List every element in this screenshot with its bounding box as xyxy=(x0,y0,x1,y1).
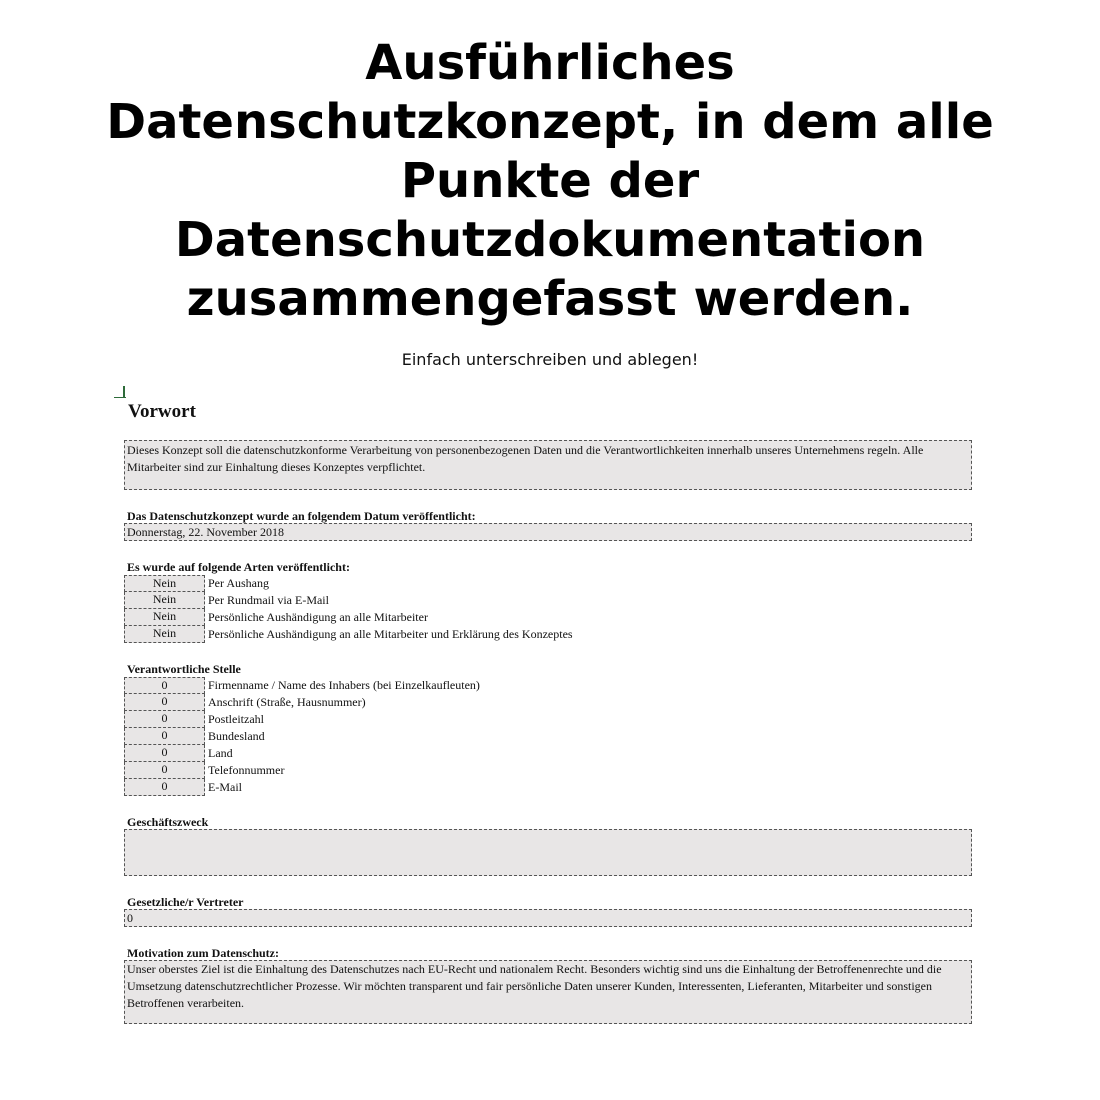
publication-method-label: Persönliche Aushändigung an alle Mitarbeiter und Erklärung des Konzeptes xyxy=(208,627,573,641)
responsible-label: Verantwortliche Stelle xyxy=(127,662,241,676)
publication-method-row xyxy=(124,575,824,592)
publication-methods-label: Es wurde auf folgende Arten veröffentlicht: xyxy=(127,560,350,574)
responsible-value[interactable]: 0 xyxy=(124,779,205,796)
motivation-label: Motivation zum Datenschutz: xyxy=(127,946,279,960)
motivation-text-field[interactable]: Unser oberstes Ziel ist die Einhaltung des Datenschutzes nach EU-Recht und nationalem Recht. Besonders wichtig sind uns die Einhaltung der Betroffenenrechte und die Umsetzung datenschutzrechtlicher Prozesse. Wir möchten transparent und fair persönliche Daten unserer Kunden, Interessenten, Lieferanten, Mitarbeiter und sonstigen Betroffenen verarbeiten. xyxy=(124,960,972,1024)
responsible-value[interactable]: 0 xyxy=(124,694,205,711)
publication-method-value[interactable]: Nein xyxy=(124,626,205,643)
responsible-list xyxy=(124,677,824,796)
publication-method-row xyxy=(124,592,824,609)
responsible-row xyxy=(124,745,824,762)
responsible-field-label: Postleitzahl xyxy=(208,712,264,726)
responsible-field-label: Telefonnummer xyxy=(208,763,285,777)
page-title: Ausführliches Datenschutzkonzept, in dem alle Punkte der Datenschutzdokumentation zusammengefasst werden. xyxy=(106,35,994,327)
publication-method-label: Persönliche Aushändigung an alle Mitarbeiter xyxy=(208,610,428,624)
responsible-field-label: Firmenname / Name des Inhabers (bei Einzelkaufleuten) xyxy=(208,678,480,692)
publication-method-row xyxy=(124,609,824,626)
responsible-value[interactable]: 0 xyxy=(124,745,205,762)
legal-representative-field[interactable]: 0 xyxy=(124,909,972,927)
responsible-field-label: Bundesland xyxy=(208,729,265,743)
responsible-row xyxy=(124,728,824,745)
publication-method-label: Per Rundmail via E-Mail xyxy=(208,593,329,607)
publication-method-value[interactable]: Nein xyxy=(124,592,205,609)
responsible-field-label: E-Mail xyxy=(208,780,242,794)
page-subtitle: Einfach unterschreiben und ablegen! xyxy=(401,350,699,369)
section-heading-vorwort: Vorwort xyxy=(128,401,196,422)
responsible-value[interactable]: 0 xyxy=(124,762,205,779)
publication-methods-list xyxy=(124,575,824,643)
published-date-label: Das Datenschutzkonzept wurde an folgendem Datum veröffentlicht: xyxy=(127,509,476,523)
publication-method-label: Per Aushang xyxy=(208,576,269,590)
publication-method-row xyxy=(124,626,824,643)
published-date-field[interactable]: Donnerstag, 22. November 2018 xyxy=(124,523,972,541)
legal-representative-label: Gesetzliche/r Vertreter xyxy=(127,895,244,909)
publication-method-value[interactable]: Nein xyxy=(124,609,205,626)
responsible-row xyxy=(124,762,824,779)
business-purpose-field[interactable] xyxy=(124,829,972,876)
responsible-row xyxy=(124,677,824,694)
responsible-field-label: Anschrift (Straße, Hausnummer) xyxy=(208,695,366,709)
publication-method-value[interactable]: Nein xyxy=(124,575,205,592)
responsible-row xyxy=(124,779,824,796)
responsible-field-label: Land xyxy=(208,746,233,760)
responsible-value[interactable]: 0 xyxy=(124,728,205,745)
business-purpose-label: Geschäftszweck xyxy=(127,815,209,829)
responsible-row xyxy=(124,711,824,728)
responsible-value[interactable]: 0 xyxy=(124,711,205,728)
responsible-value[interactable]: 0 xyxy=(124,677,205,694)
responsible-row xyxy=(124,694,824,711)
vorwort-text-field[interactable]: Dieses Konzept soll die datenschutzkonforme Verarbeitung von personenbezogenen Daten und die Verantwortlichkeiten innerhalb unseres Unternehmens regeln. Alle Mitarbeiter sind zur Einhaltung dieses Konzeptes verpflichtet. xyxy=(124,440,972,490)
